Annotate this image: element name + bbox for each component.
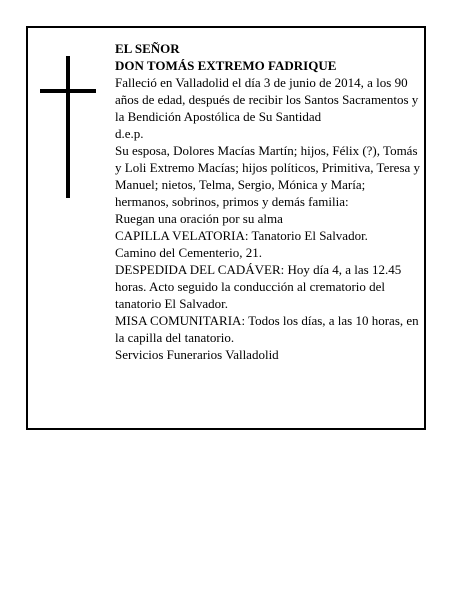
funeral-provider: Servicios Funerarios Valladolid xyxy=(115,347,279,362)
notice-text xyxy=(115,40,421,363)
cross-horizontal-bar xyxy=(40,89,96,93)
mass-info: MISA COMUNITARIA: Todos los días, a las 10 horas, en la capilla del tanatorio. xyxy=(115,313,419,345)
cross-vertical-bar xyxy=(66,56,70,198)
obituary-notice xyxy=(26,26,426,430)
cross-icon xyxy=(40,56,96,198)
notice-title: EL SEÑOR xyxy=(115,41,180,56)
chapel-info: CAPILLA VELATORIA: Tanatorio El Salvador. xyxy=(115,228,368,243)
farewell-info: DESPEDIDA DEL CADÁVER: Hoy día 4, a las 12.45 horas. Acto seguido la conducción al crematorio del tanatorio El Salvador. xyxy=(115,262,402,311)
death-info: Falleció en Valladolid el día 3 de junio de 2014, a los 90 años de edad, después de recibir los Santos Sacramentos y la Bendición Apostólica de Su Santidad xyxy=(115,75,419,124)
prayer-request: Ruegan una oración por su alma xyxy=(115,211,283,226)
family-list: Su esposa, Dolores Macías Martín; hijos, Félix (?), Tomás y Loli Extremo Macías; hijos políticos, Primitiva, Teresa y Manuel; nietos, Telma, Sergio, Mónica y María; hermanos, sobrinos, primos y demás familia: xyxy=(115,143,421,209)
rip-text: d.e.p. xyxy=(115,126,144,141)
chapel-address: Camino del Cementerio, 21. xyxy=(115,245,262,260)
deceased-name: DON TOMÁS EXTREMO FADRIQUE xyxy=(115,58,337,73)
